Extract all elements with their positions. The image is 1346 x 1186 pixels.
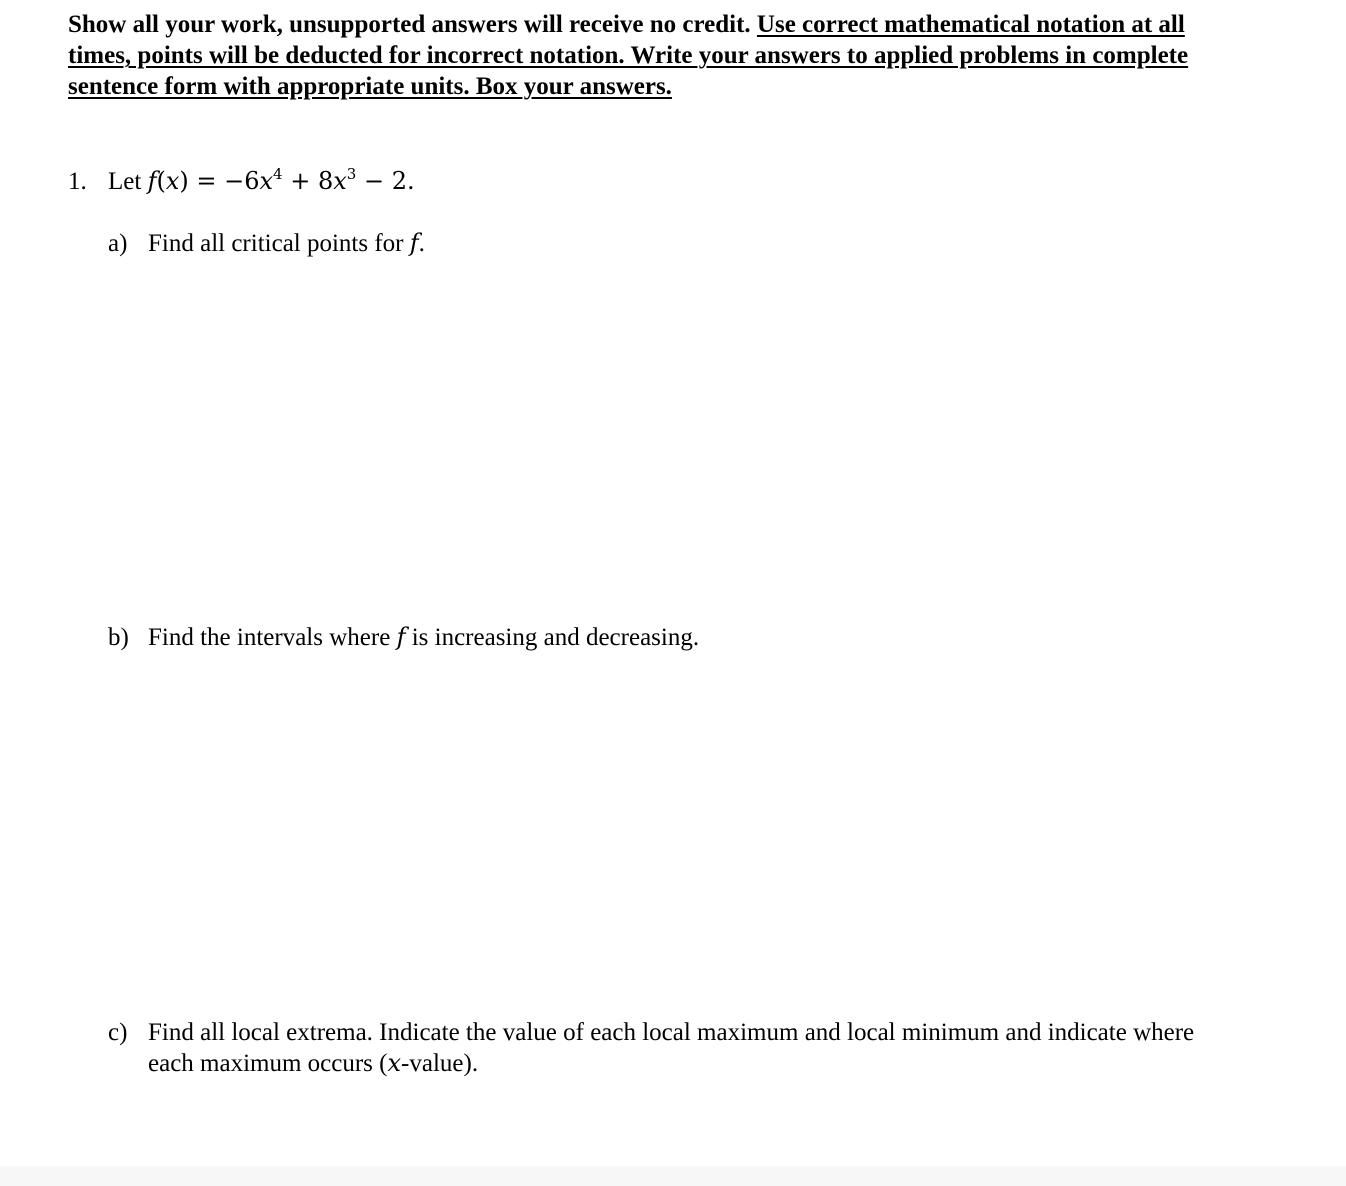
part-a-text — [148, 228, 425, 259]
part-a — [108, 228, 425, 259]
function-variable: x — [165, 167, 180, 195]
part-c-line-1: Find all local extrema. Indicate the value of each local maximum and local minimum and indicate where — [148, 1019, 1195, 1046]
part-c-line-2 — [148, 1048, 1194, 1079]
instructions-underlined-text-1: Use correct mathematical notation at all — [756, 11, 1185, 38]
page-bottom-band — [0, 1166, 1346, 1186]
function-name: f — [147, 167, 157, 195]
term1-exponent: 4 — [273, 165, 283, 183]
part-a-function-symbol: f — [409, 229, 419, 257]
part-b-text — [148, 622, 699, 653]
instructions-line-3 — [68, 71, 1268, 102]
constant-term: − 2. — [356, 167, 415, 195]
problem-1-statement — [68, 166, 415, 197]
term2-exponent: 3 — [346, 165, 357, 183]
part-c-x-symbol: x — [387, 1049, 402, 1077]
part-a-text-after: . — [418, 230, 425, 257]
part-b-text-after: is increasing and decreasing. — [405, 624, 700, 651]
instructions-block — [68, 9, 1268, 102]
part-c-label: c) — [108, 1019, 128, 1046]
function-definition — [148, 167, 415, 195]
part-a-text-before: Find all critical points for — [148, 230, 410, 257]
function-open-paren: ( — [156, 167, 166, 195]
instructions-underlined-text-2: times, points will be deducted for incorrect notation. Write your answers to applied problems in complete — [68, 42, 1189, 69]
part-c-line-2-before: each maximum occurs ( — [148, 1050, 388, 1077]
problem-number: 1. — [68, 168, 87, 195]
term1-variable: x — [259, 167, 274, 195]
part-b-function-symbol: f — [396, 623, 406, 651]
part-a-label: a) — [108, 230, 128, 257]
instructions-underlined-text-3: sentence form with appropriate units. Box your answers. — [68, 73, 672, 100]
part-b-text-before: Find the intervals where — [148, 624, 397, 651]
part-b — [108, 622, 699, 653]
function-equals-coef: ) = −6 — [179, 167, 260, 195]
term2-coef: + 8 — [282, 167, 334, 195]
part-c-text — [148, 1017, 1194, 1079]
problem-intro: Let — [108, 168, 148, 195]
term2-variable: x — [333, 167, 347, 195]
instructions-plain-text: Show all your work, unsupported answers will receive no credit. — [68, 11, 757, 38]
part-c — [108, 1017, 1194, 1079]
part-c-line-2-after: -value). — [401, 1050, 479, 1077]
part-b-label: b) — [108, 624, 129, 651]
instructions-line-2 — [68, 40, 1268, 71]
instructions-line-1 — [68, 9, 1268, 40]
